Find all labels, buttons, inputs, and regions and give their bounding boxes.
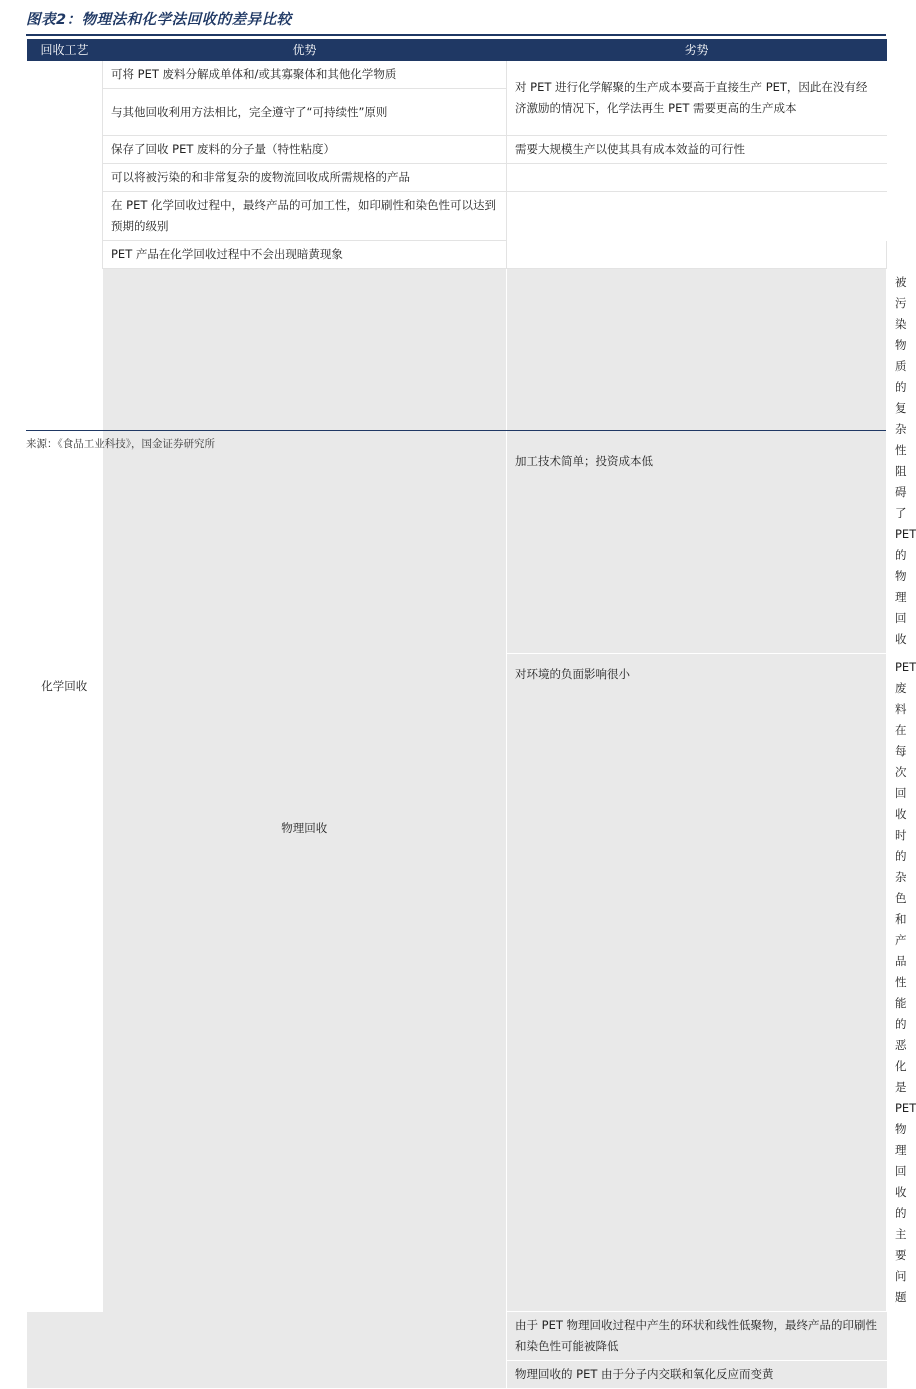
table-row	[27, 164, 887, 192]
disadvantage-cell: 需要大规模生产以使其具有成本效益的可行性	[507, 136, 887, 164]
table-row	[27, 192, 887, 241]
disadvantage-cell-empty	[507, 164, 887, 192]
header-process: 回收工艺	[27, 39, 103, 61]
table-row	[27, 136, 887, 164]
title-divider	[26, 34, 886, 36]
disadvantage-cell: 对 PET 进行化学解聚的生产成本要高于直接生产 PET，因此在没有经济激励的情况下，化学法再生 PET 需要更高的生产成本	[507, 61, 887, 136]
advantage-cell: 可将 PET 废料分解成单体和/或其寡聚体和其他化学物质	[103, 61, 507, 89]
advantage-cell: 与其他回收利用方法相比，完全遵守了“可持续性”原则	[103, 89, 507, 136]
category-chemical: 化学回收	[27, 61, 103, 1312]
table-row	[27, 61, 887, 89]
advantage-cell: 保存了回收 PET 废料的分子量（特性粘度）	[103, 136, 507, 164]
disadvantage-cell: 由于 PET 物理回收过程中产生的环状和线性低聚物，最终产品的印刷性和染色性可能被降低	[507, 1312, 887, 1361]
advantage-cell: PET 产品在化学回收过程中不会出现暗黄现象	[103, 241, 507, 269]
advantage-cell: 加工技术简单；投资成本低	[507, 269, 887, 654]
table-row: 物理回收 加工技术简单；投资成本低 被污染物质的复杂性阻碍了 PET 的物理回收	[27, 269, 887, 654]
bottom-divider	[26, 430, 886, 431]
advantage-cell: 可以将被污染的和非常复杂的废物流回收成所需规格的产品	[103, 164, 507, 192]
header-disadvantages: 劣势	[507, 39, 887, 61]
disadvantage-cell-empty	[507, 192, 887, 269]
table-row: 对环境的负面影响很小 PET 废料在每次回收时的杂色和产品性能的恶化是 PET 物理回收的主要问题	[27, 654, 887, 1312]
disadvantage-cell: 物理回收的 PET 由于分子内交联和氧化反应而变黄	[507, 1361, 887, 1389]
source-note: 来源：《食品工业科技》，国金证券研究所	[26, 438, 215, 450]
header-advantages: 优势	[103, 39, 507, 61]
category-physical: 物理回收	[103, 269, 507, 1389]
advantage-cell: 在 PET 化学回收过程中，最终产品的可加工性，如印刷性和染色性可以达到预期的级别	[103, 192, 507, 241]
advantage-cell-empty	[27, 1312, 103, 1389]
comparison-table	[26, 39, 916, 1389]
figure-title: 图表2：物理法和化学法回收的差异比较	[26, 12, 292, 28]
table-header-row	[27, 39, 887, 61]
advantage-cell: 对环境的负面影响很小	[507, 654, 887, 1312]
